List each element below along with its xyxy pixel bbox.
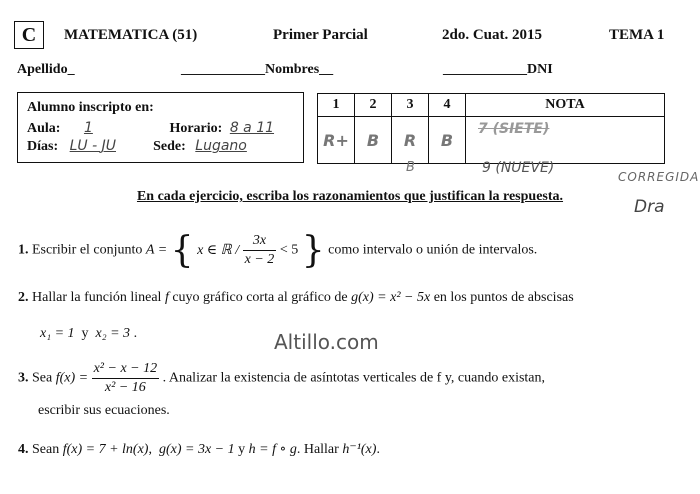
apellido-field: Apellido_ [17, 62, 75, 77]
grade-header-2: 2 [355, 94, 392, 117]
abscissa-y-word: y [81, 326, 89, 341]
exam-title: Primer Parcial [273, 27, 368, 43]
nombres-field: ____________Nombres__ [181, 62, 334, 77]
grade-mark-4: B [429, 117, 466, 164]
nota-original: 7 (SIETE) [478, 121, 550, 137]
question-2-gdef: g(x) = x² − 5x [351, 290, 431, 305]
left-brace: { [170, 230, 194, 271]
question-4-number: 4. [18, 442, 29, 457]
abscissa-end: . [133, 326, 138, 341]
tema-letter-box: C [14, 21, 44, 49]
grade-header-1: 1 [318, 94, 355, 117]
subject-title: MATEMATICA (51) [64, 27, 198, 43]
question-3-number: 3. [18, 370, 29, 386]
enrollment-title: Alumno inscripto en: [27, 100, 154, 115]
question-3-fx: f(x) = [55, 370, 89, 386]
set-fraction-den: x − 2 [244, 252, 275, 267]
aula-horario-line [27, 120, 292, 137]
question-3 [18, 360, 545, 397]
set-fraction [243, 232, 277, 269]
question-3-text-a: Sea [32, 370, 53, 386]
question-4-end: . [376, 442, 380, 457]
dni-field: ____________DNI [443, 62, 553, 77]
aula-value: 1 [83, 120, 93, 136]
question-1-text-a: Escribir el conjunto [32, 242, 143, 258]
question-1-number: 1. [18, 242, 29, 258]
dias-label: Días: [27, 139, 59, 154]
horario-label: Horario: [169, 121, 223, 136]
teacher-signature: Dra [634, 197, 665, 217]
question-1-text-b: como intervalo o unión de intervalos. [328, 242, 538, 258]
sede-label: Sede: [153, 139, 186, 154]
set-var: x ∈ ℝ / [197, 243, 240, 258]
question-3-fraction [92, 360, 160, 397]
question-2-number: 2. [18, 290, 29, 305]
instruction-line: En cada ejercicio, escriba los razonamientos que justifican la respuesta. [136, 189, 564, 204]
sede-value: Lugano [195, 138, 247, 154]
altillo-watermark: Altillo.com [274, 330, 379, 354]
question-2-fname: f [164, 290, 169, 305]
right-brace: } [301, 230, 325, 271]
set-name: A = [145, 242, 168, 258]
enrollment-box [17, 92, 304, 163]
question-4-hdef: h = f ∘ g [248, 442, 297, 457]
question-2-abscissas [40, 326, 137, 342]
tema-label: TEMA 1 [609, 27, 665, 43]
aula-label: Aula: [27, 121, 61, 136]
grade-header-4: 4 [429, 94, 466, 117]
question-4-y-word: y [238, 442, 246, 457]
set-condition: < 5 [279, 242, 299, 258]
grade-header-nota: NOTA [466, 94, 665, 117]
grade-table [317, 93, 665, 164]
question-3-text-c: escribir sus ecuaciones. [38, 403, 170, 418]
abscissa-x1: x₁ = 1 [40, 326, 75, 341]
question-3-frac-den: x² − 16 [104, 380, 146, 395]
question-2-text-a: Hallar la función lineal [32, 290, 162, 305]
grade-nota-cell [466, 117, 665, 164]
grade-mark-3 [392, 117, 429, 164]
question-4-fdef: f(x) = 7 + ln(x) [62, 442, 149, 457]
question-3-text-b: . Analizar la existencia de asíntotas verticales de f y, cuando existan, [162, 370, 546, 386]
exam-period: 2do. Cuat. 2015 [442, 27, 543, 43]
abscissa-x2: x₂ = 3 [95, 326, 131, 341]
question-4-text-a: Sean [32, 442, 60, 457]
dias-value: LU - JU [69, 138, 116, 154]
question-4-hinv: h⁻¹(x) [342, 442, 377, 457]
corrected-note: CORREGIDA [618, 170, 700, 184]
nota-corrected: 9 (NUEVE) [482, 160, 555, 176]
grade-mark-3-extra: B [406, 160, 415, 175]
grade-mark-2: B [355, 117, 392, 164]
question-4-gdef: g(x) = 3x − 1 [158, 442, 235, 457]
question-2-text-b: cuyo gráfico corta al gráfico de [172, 290, 348, 305]
question-3-frac-num: x² − x − 12 [92, 360, 160, 379]
set-fraction-num: 3x [243, 232, 277, 251]
question-2 [18, 290, 574, 306]
grade-mark-1: R+ [318, 117, 355, 164]
grade-header-3: 3 [392, 94, 429, 117]
question-4: 4. Sean f(x) = 7 + ln(x), g(x) = 3x − 1 y h = f ∘ g. Hallar h⁻¹(x). [18, 442, 380, 457]
question-4-text-b: . Hallar [296, 442, 339, 457]
question-1 [18, 230, 537, 271]
question-2-text-c: en los puntos de abscisas [433, 290, 574, 305]
dias-sede-line [27, 138, 271, 155]
horario-value: 8 a 11 [229, 120, 275, 136]
grade-mark-3-value: R [403, 130, 417, 150]
